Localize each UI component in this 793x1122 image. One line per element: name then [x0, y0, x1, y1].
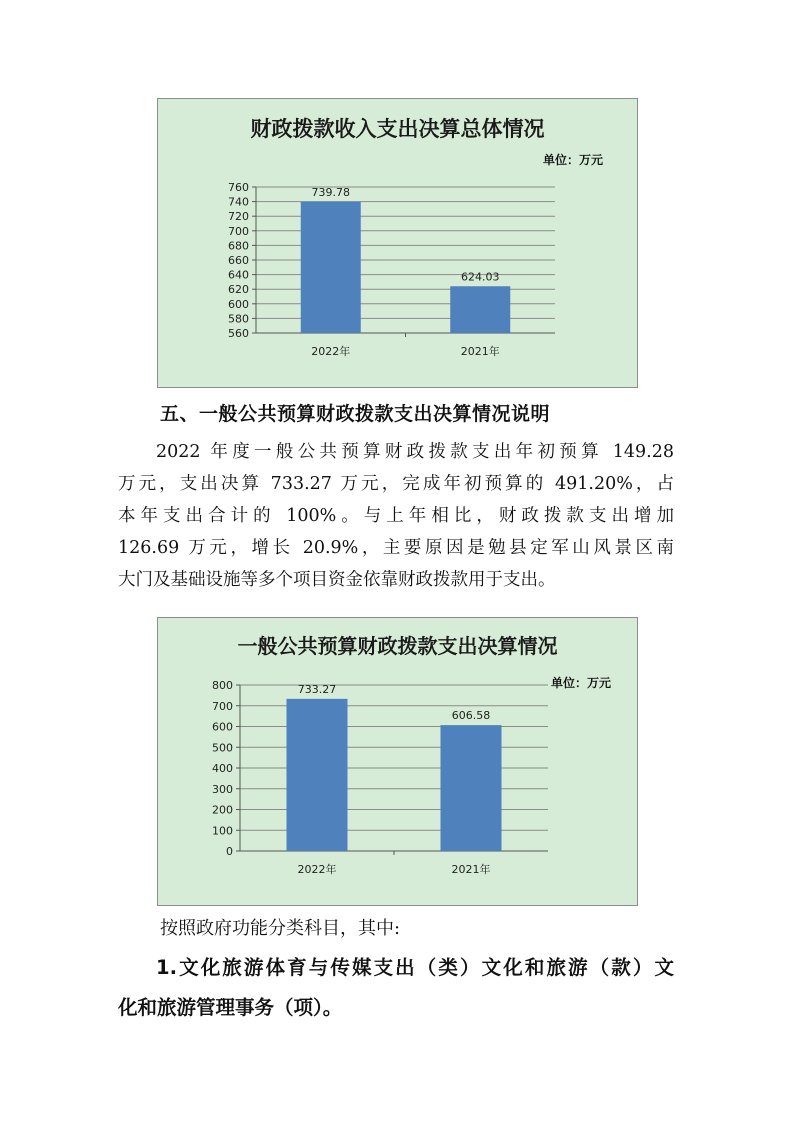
paragraph-line: 大门及基础设施等多个项目资金依靠财政拨款用于支出。: [118, 570, 556, 590]
data-label: 606.58: [451, 709, 491, 723]
classification-intro: 按照政府功能分类科目，其中:: [160, 918, 401, 939]
y-tick-label: 660: [228, 254, 249, 267]
y-tick-label: 720: [228, 210, 249, 224]
paragraph-line: 2022 年度一般公共预算财政拨款支出年初预算 149.28: [156, 442, 674, 462]
paragraph-line: 126.69 万元，增长 20.9%，主要原因是勉县定军山风景区南: [118, 538, 674, 558]
y-tick-label: 300: [212, 782, 233, 796]
item-heading: [118, 948, 674, 1028]
y-tick-label: 740: [228, 195, 249, 209]
y-tick-label: 760: [228, 181, 249, 194]
paragraph-line: 本年支出合计的 100%。与上年相比，财政拨款支出增加: [118, 506, 674, 526]
data-label: 739.78: [311, 185, 350, 199]
chart-unit: 单位：万元: [543, 153, 604, 167]
y-tick-label: 580: [228, 312, 249, 326]
paragraph-line: 万元，支出决算 733.27 万元，完成年初预算的 491.20%，占: [118, 474, 674, 494]
y-tick-label: 680: [228, 239, 249, 253]
item-line: 化和旅游管理事务（项）。: [118, 996, 343, 1019]
y-tick-label: 200: [212, 803, 233, 817]
chart-plot: [158, 618, 639, 907]
y-tick-label: 600: [228, 297, 249, 311]
bar: [301, 202, 361, 333]
chart-title: 一般公共预算财政拨款支出决算情况: [237, 634, 558, 658]
section-heading: 五、一般公共预算财政拨款支出决算情况说明: [160, 403, 551, 425]
body-paragraph: [118, 436, 674, 596]
y-tick-label: 0: [226, 845, 233, 858]
y-tick-label: 640: [228, 268, 249, 282]
chart-unit: 单位：万元: [551, 676, 612, 690]
x-tick-label: 2021年: [451, 863, 491, 876]
y-tick-label: 560: [228, 327, 249, 340]
y-tick-label: 600: [212, 720, 233, 734]
bar: [441, 725, 502, 851]
data-label: 624.03: [461, 270, 500, 284]
bar: [287, 699, 348, 851]
y-tick-label: 700: [212, 699, 233, 713]
chart-title: 财政拨款收入支出决算总体情况: [250, 117, 545, 141]
data-label: 733.27: [297, 682, 337, 696]
x-tick-label: 2022年: [311, 345, 351, 358]
y-tick-label: 400: [212, 762, 233, 775]
x-tick-label: 2022年: [297, 863, 337, 876]
item-line: 1.文化旅游体育与传媒支出（类）文化和旅游（款）文: [156, 956, 674, 979]
y-tick-label: 800: [212, 679, 233, 692]
y-tick-label: 620: [228, 283, 249, 297]
x-tick-label: 2021年: [460, 345, 500, 358]
chart-plot: [158, 99, 639, 389]
y-tick-label: 100: [212, 824, 233, 838]
y-tick-label: 500: [212, 741, 233, 755]
chart-overall: [157, 98, 638, 388]
chart-general-budget: [157, 617, 638, 906]
y-tick-label: 700: [228, 224, 249, 238]
bar: [450, 286, 510, 333]
